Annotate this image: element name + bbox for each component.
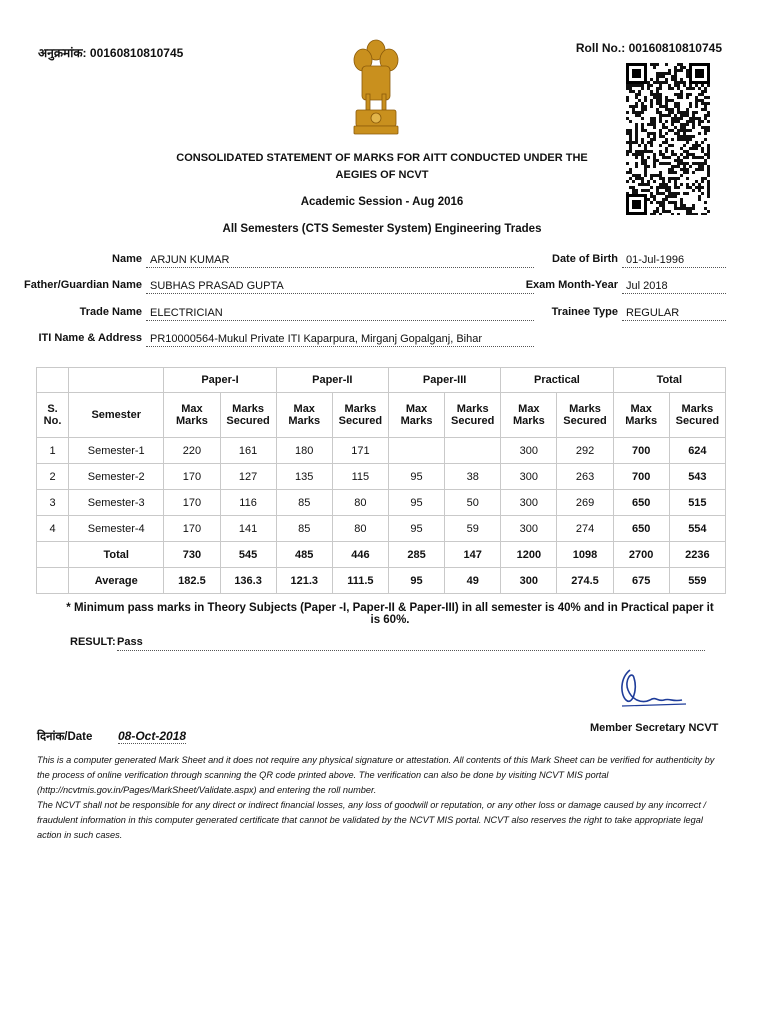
trade-value: ELECTRICIAN: [146, 306, 534, 321]
marks-cell: 220: [164, 438, 220, 464]
table-row: [37, 490, 726, 516]
group-header-paper-3: Paper-III: [388, 368, 500, 393]
marks-cell: 269: [557, 490, 613, 516]
marks-secured-header: Marks Secured: [669, 393, 725, 438]
marks-cell: 136.3: [220, 568, 276, 594]
serial-label: अनुक्रमांक:: [38, 46, 87, 60]
marks-cell: 554: [669, 516, 725, 542]
trade-label: Trade Name: [79, 306, 142, 318]
marks-cell: 180: [276, 438, 332, 464]
semester-cell: Semester-4: [69, 516, 164, 542]
semester-header: Semester: [69, 393, 164, 438]
semester-cell: Semester-2: [69, 464, 164, 490]
marks-cell: 300: [501, 490, 557, 516]
marks-cell: 1200: [501, 542, 557, 568]
marks-cell: [388, 438, 444, 464]
qr-code-icon: [626, 63, 710, 215]
result-label: RESULT:: [70, 636, 116, 648]
max-marks-header: Max Marks: [164, 393, 220, 438]
signature-icon: [612, 660, 692, 716]
marks-cell: 2700: [613, 542, 669, 568]
sno-cell: 1: [37, 438, 69, 464]
marks-cell: 85: [276, 490, 332, 516]
marks-cell: 147: [445, 542, 501, 568]
date-label: दिनांक/Date: [37, 731, 93, 743]
marks-cell: 59: [445, 516, 501, 542]
marks-cell: 485: [276, 542, 332, 568]
result-value: Pass: [117, 636, 705, 651]
average-row: [37, 568, 726, 594]
marks-cell: 121.3: [276, 568, 332, 594]
marks-cell: 274.5: [557, 568, 613, 594]
trades-subtitle: All Semesters (CTS Semester System) Engineering Trades: [222, 223, 542, 235]
max-marks-header: Max Marks: [501, 393, 557, 438]
marks-secured-header: Marks Secured: [557, 393, 613, 438]
dob-label: Date of Birth: [552, 253, 618, 265]
group-header-paper-2: Paper-II: [276, 368, 388, 393]
marks-cell: 50: [445, 490, 501, 516]
dob-value: 01-Jul-1996: [622, 253, 726, 268]
max-marks-header: Max Marks: [388, 393, 444, 438]
marks-cell: 624: [669, 438, 725, 464]
marks-cell: 116: [220, 490, 276, 516]
national-emblem-icon: [350, 36, 402, 142]
marks-cell: 161: [220, 438, 276, 464]
marks-cell: 80: [332, 516, 388, 542]
marks-cell: 292: [557, 438, 613, 464]
trainee-value: REGULAR: [622, 306, 726, 321]
serial-value: 00160810810745: [89, 46, 184, 60]
marks-cell: 300: [501, 568, 557, 594]
roll-number: [576, 41, 722, 55]
max-marks-header: Max Marks: [276, 393, 332, 438]
sno-cell: [37, 568, 69, 594]
exam-label: Exam Month-Year: [525, 279, 618, 291]
marks-cell: 300: [501, 438, 557, 464]
marks-cell: 111.5: [332, 568, 388, 594]
semester-cell: Average: [69, 568, 164, 594]
marks-cell: 135: [276, 464, 332, 490]
iti-label: ITI Name & Address: [38, 332, 142, 344]
marks-cell: 170: [164, 516, 220, 542]
exam-value: Jul 2018: [622, 279, 726, 294]
pass-marks-note: * Minimum pass marks in Theory Subjects (Paper -I, Paper-II & Paper-III) in all semester is 40% and in Practical paper it is 60%.: [66, 602, 714, 626]
marks-cell: 300: [501, 516, 557, 542]
blank-header: [37, 368, 69, 393]
trainee-label: Trainee Type: [551, 306, 618, 318]
marks-cell: 182.5: [164, 568, 220, 594]
disclaimer-paragraph: This is a computer generated Mark Sheet and it does not require any physical signature or attestation. All contents of this Mark Sheet can be verified for authenticity by the process of online verification through scanning the QR code printed above. The verification can also be done by visiting NCVT MIS portal (http://ncvtmis.gov.in/Pages/MarkSheet/Validate.aspx) and entering the roll number.: [37, 755, 715, 795]
roll-label: Roll No.:: [575, 41, 626, 55]
marks-cell: 1098: [557, 542, 613, 568]
issue-date: 08-Oct-2018: [118, 729, 187, 743]
father-label: Father/Guardian Name: [24, 279, 142, 291]
sno-header: S. No.: [37, 393, 69, 438]
marks-secured-header: Marks Secured: [332, 393, 388, 438]
sno-cell: [37, 542, 69, 568]
semester-cell: Semester-1: [69, 438, 164, 464]
blank-header: [69, 368, 164, 393]
semester-cell: Semester-3: [69, 490, 164, 516]
marks-cell: 95: [388, 490, 444, 516]
semester-cell: Total: [69, 542, 164, 568]
marks-cell: 700: [613, 438, 669, 464]
marks-cell: 515: [669, 490, 725, 516]
serial-number: [38, 44, 183, 61]
disclaimer-paragraph: The NCVT shall not be responsible for any direct or indirect financial losses, any loss of goodwill or reputation, or any other loss or damage caused by any incorrect / fraudulent information in this computer generated certificate that cannot be validated by the NCVT MIS portal. NCVT also reserves the right to take appropriate legal action in such cases.: [37, 800, 706, 840]
roll-value: 00160810810745: [628, 41, 722, 55]
marks-secured-header: Marks Secured: [220, 393, 276, 438]
academic-session: Academic Session - Aug 2016: [300, 196, 464, 208]
marks-cell: 300: [501, 464, 557, 490]
marks-cell: 543: [669, 464, 725, 490]
marks-cell: 141: [220, 516, 276, 542]
name-value: ARJUN KUMAR: [146, 253, 534, 268]
marks-cell: 95: [388, 464, 444, 490]
marks-cell: [445, 438, 501, 464]
marks-cell: 170: [164, 464, 220, 490]
disclaimer: [37, 753, 727, 843]
sno-cell: 2: [37, 464, 69, 490]
marks-cell: 127: [220, 464, 276, 490]
marks-cell: 285: [388, 542, 444, 568]
marks-cell: 559: [669, 568, 725, 594]
marks-cell: 650: [613, 490, 669, 516]
marks-cell: 274: [557, 516, 613, 542]
father-value: SUBHAS PRASAD GUPTA: [146, 279, 534, 294]
group-header-total: Total: [613, 368, 725, 393]
marks-cell: 85: [276, 516, 332, 542]
iti-value: PR10000564-Mukul Private ITI Kaparpura, Mirganj Gopalganj, Bihar: [146, 332, 534, 347]
marks-cell: 115: [332, 464, 388, 490]
table-row: [37, 438, 726, 464]
marks-cell: 170: [164, 490, 220, 516]
marks-cell: 700: [613, 464, 669, 490]
sno-cell: 4: [37, 516, 69, 542]
document-title: CONSOLIDATED STATEMENT OF MARKS FOR AITT CONDUCTED UNDER THE AEGIES OF NCVT: [176, 152, 588, 181]
group-header-practical: Practical: [501, 368, 613, 393]
marks-cell: 675: [613, 568, 669, 594]
marks-cell: 171: [332, 438, 388, 464]
total-row: [37, 542, 726, 568]
table-row: [37, 464, 726, 490]
max-marks-header: Max Marks: [613, 393, 669, 438]
marks-cell: 95: [388, 516, 444, 542]
marks-secured-header: Marks Secured: [445, 393, 501, 438]
marks-cell: 38: [445, 464, 501, 490]
marks-cell: 80: [332, 490, 388, 516]
marks-cell: 730: [164, 542, 220, 568]
marks-cell: 650: [613, 516, 669, 542]
table-row: [37, 516, 726, 542]
name-label: Name: [112, 253, 142, 265]
marks-cell: 446: [332, 542, 388, 568]
sno-cell: 3: [37, 490, 69, 516]
signatory-title: Member Secretary NCVT: [590, 722, 719, 734]
marks-cell: 95: [388, 568, 444, 594]
marks-cell: 49: [445, 568, 501, 594]
marks-cell: 263: [557, 464, 613, 490]
marks-cell: 2236: [669, 542, 725, 568]
marks-cell: 545: [220, 542, 276, 568]
group-header-paper-1: Paper-I: [164, 368, 276, 393]
marks-table: [36, 367, 726, 594]
